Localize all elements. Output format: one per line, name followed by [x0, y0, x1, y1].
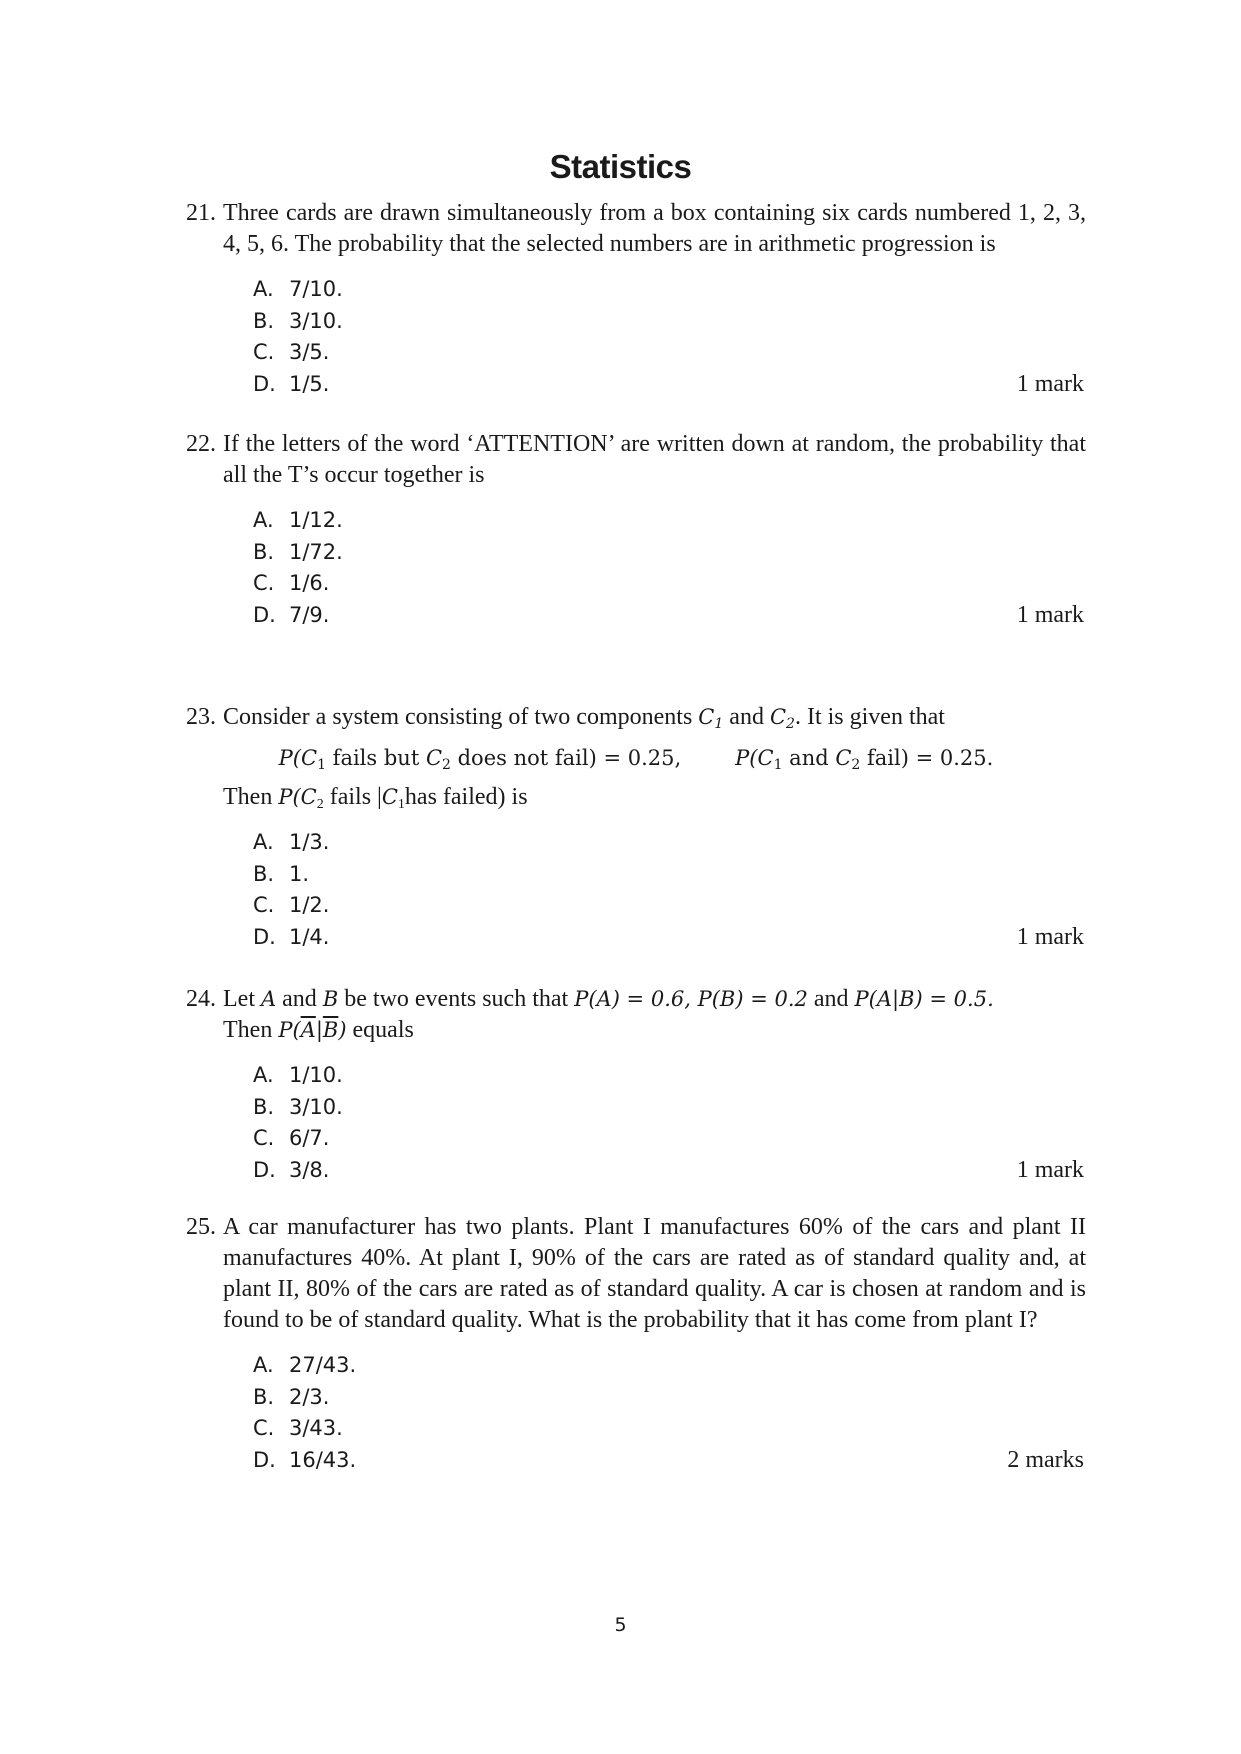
text-segment: Consider a system consisting of two components	[223, 704, 699, 730]
option-c	[253, 1413, 1086, 1445]
option-label: A.	[253, 1063, 274, 1087]
math-symbol: C	[757, 746, 774, 770]
math-condition: P(A) = 0.6, P(B) = 0.2	[574, 987, 808, 1011]
text-segment: Let	[223, 986, 261, 1012]
option-d	[253, 600, 1086, 632]
option-b	[253, 306, 1086, 338]
option-label: D.	[253, 602, 276, 627]
text-segment: and	[276, 986, 323, 1012]
math-symbol: A	[260, 987, 277, 1011]
math-symbol: B	[322, 987, 339, 1011]
option-label: C.	[253, 1416, 275, 1440]
option-value: 1/6.	[289, 571, 330, 595]
text-segment: has failed) is	[404, 784, 528, 810]
question-number: 21.	[186, 200, 216, 226]
marks-label: 1 mark	[1016, 1156, 1084, 1183]
option-value: 7/10.	[289, 277, 343, 301]
eq-text: fail) = 0.25.	[860, 746, 994, 770]
subscript: 1	[397, 797, 405, 812]
option-value: 1/72.	[289, 539, 343, 564]
page-number: 5	[614, 1614, 627, 1636]
option-d	[253, 1155, 1086, 1187]
question-prompt	[223, 782, 1086, 813]
option-label: D.	[253, 924, 276, 949]
option-label: C.	[253, 1126, 275, 1150]
math-symbol: C	[835, 746, 852, 770]
option-b	[253, 1382, 1086, 1414]
subscript: 1	[317, 757, 326, 773]
eq-text: does not fail) = 0.25,	[450, 746, 682, 770]
option-b	[253, 1092, 1086, 1124]
option-label: B.	[253, 308, 275, 333]
question-number: 24.	[186, 986, 216, 1012]
math-symbol: C	[381, 785, 398, 809]
text-segment: and	[807, 986, 855, 1012]
question-24	[186, 984, 1086, 1186]
option-c	[253, 337, 1086, 369]
option-value: 1/5.	[289, 371, 330, 396]
option-value: 1/3.	[289, 830, 330, 854]
text-segment: and	[723, 704, 770, 730]
option-b	[253, 537, 1086, 569]
option-value: 7/9.	[289, 602, 330, 627]
option-value: 3/10.	[289, 1094, 343, 1119]
option-value: 2/3.	[289, 1384, 330, 1409]
option-label: B.	[253, 1094, 275, 1119]
subscript: 2	[786, 716, 795, 732]
question-text	[223, 702, 1086, 733]
math-condition: P(A|B) = 0.5.	[854, 987, 994, 1011]
math-symbol: $\overline{B}$	[322, 1018, 339, 1042]
equation-1	[278, 746, 682, 773]
option-c	[253, 1123, 1086, 1155]
option-d	[253, 369, 1086, 401]
subscript: 2	[851, 757, 861, 773]
question-text	[223, 984, 1086, 1046]
eq-text: and	[782, 746, 836, 770]
option-value: 1.	[289, 861, 310, 886]
math-c1	[698, 705, 724, 732]
option-value: 1/12.	[289, 508, 343, 532]
option-value: 16/43.	[289, 1447, 357, 1472]
eq-text: |	[315, 1018, 323, 1042]
option-label: A.	[253, 1353, 274, 1377]
option-value: 3/8.	[289, 1157, 330, 1182]
option-value: 1/10.	[289, 1063, 343, 1087]
option-a	[253, 505, 1086, 537]
question-text: Three cards are drawn simultaneously from a box containing six cards numbered 1, 2, 3, 4, 5, 6. The probability that the selected numbers are in arithmetic progression is	[223, 200, 1086, 257]
option-a	[253, 1350, 1086, 1382]
subscript: 2	[442, 757, 451, 773]
given-equations	[186, 743, 1086, 774]
option-b	[253, 859, 1086, 891]
equation-2	[735, 746, 994, 773]
option-value: 3/5.	[289, 340, 330, 364]
marks-label: 2 marks	[1007, 1446, 1084, 1473]
subscript: 1	[714, 716, 724, 732]
page-title: Statistics	[549, 148, 692, 185]
text-segment: Then	[223, 1017, 279, 1043]
option-d	[253, 1445, 1086, 1477]
question-number: 22.	[186, 431, 216, 457]
option-value: 1/2.	[289, 893, 330, 917]
option-value: 3/43.	[289, 1416, 343, 1440]
options-list	[253, 1350, 1086, 1476]
eq-text: fails but	[326, 746, 426, 770]
question-22	[186, 429, 1086, 631]
option-label: C.	[253, 571, 275, 595]
question-text: If the letters of the word ‘ATTENTION’ are written down at random, the probability that all the T’s occur together is	[223, 431, 1086, 488]
option-label: C.	[253, 893, 275, 917]
question-21	[186, 198, 1086, 400]
math-expression	[278, 1018, 346, 1042]
math-symbol: C	[425, 746, 443, 770]
math-symbol: $\overline{A}$	[300, 1018, 316, 1042]
subscript: 2	[316, 797, 324, 812]
marks-label: 1 mark	[1016, 923, 1084, 950]
option-label: B.	[253, 861, 275, 886]
options-list	[253, 274, 1086, 400]
eq-text: P(	[278, 1018, 301, 1042]
text-segment: . It is given that	[794, 704, 945, 730]
marks-label: 1 mark	[1016, 601, 1084, 628]
option-a	[253, 827, 1086, 859]
option-c	[253, 568, 1086, 600]
option-label: A.	[253, 277, 274, 301]
math-symbol: C	[301, 746, 318, 770]
math-symbol: C	[698, 705, 715, 729]
eq-text: )	[338, 1018, 347, 1042]
option-value: 1/4.	[289, 924, 330, 949]
option-d	[253, 922, 1086, 954]
eq-text: P(	[278, 785, 301, 809]
question-number: 23.	[186, 704, 216, 730]
option-label: B.	[253, 1384, 275, 1409]
option-label: B.	[253, 539, 275, 564]
option-label: C.	[253, 340, 275, 364]
text-segment: be two events such that	[338, 986, 575, 1012]
text-segment: Then	[223, 784, 279, 810]
option-value: 6/7.	[289, 1126, 330, 1150]
question-23	[186, 702, 1086, 953]
math-symbol: C	[769, 705, 787, 729]
options-list	[253, 505, 1086, 631]
marks-label: 1 mark	[1016, 370, 1084, 397]
option-a	[253, 274, 1086, 306]
math-symbol: C	[300, 785, 317, 809]
options-list	[253, 827, 1086, 953]
option-c	[253, 890, 1086, 922]
eq-text: P(	[278, 746, 301, 770]
option-label: A.	[253, 508, 274, 532]
options-list	[253, 1060, 1086, 1186]
question-number: 25.	[186, 1214, 216, 1240]
option-a	[253, 1060, 1086, 1092]
question-25	[186, 1212, 1086, 1476]
math-c2	[769, 705, 795, 732]
question-text: A car manufacturer has two plants. Plant I manufactures 60% of the cars and plant II manufactures 40%. At plant I, 90% of the cars are rated as of standard quality and, at plant II, 80% of the cars are rated as of standard quality. A car is chosen at random and is found to be of standard quality. What is the probability that it has come from plant I?	[223, 1214, 1086, 1333]
option-value: 27/43.	[289, 1353, 357, 1377]
text-segment: fails |	[323, 784, 382, 810]
option-label: A.	[253, 830, 274, 854]
option-label: D.	[253, 371, 276, 396]
eq-text: P(	[735, 746, 758, 770]
option-label: D.	[253, 1157, 276, 1182]
option-label: D.	[253, 1447, 276, 1472]
text-segment: equals	[346, 1017, 414, 1043]
subscript: 1	[773, 757, 783, 773]
option-value: 3/10.	[289, 308, 343, 333]
